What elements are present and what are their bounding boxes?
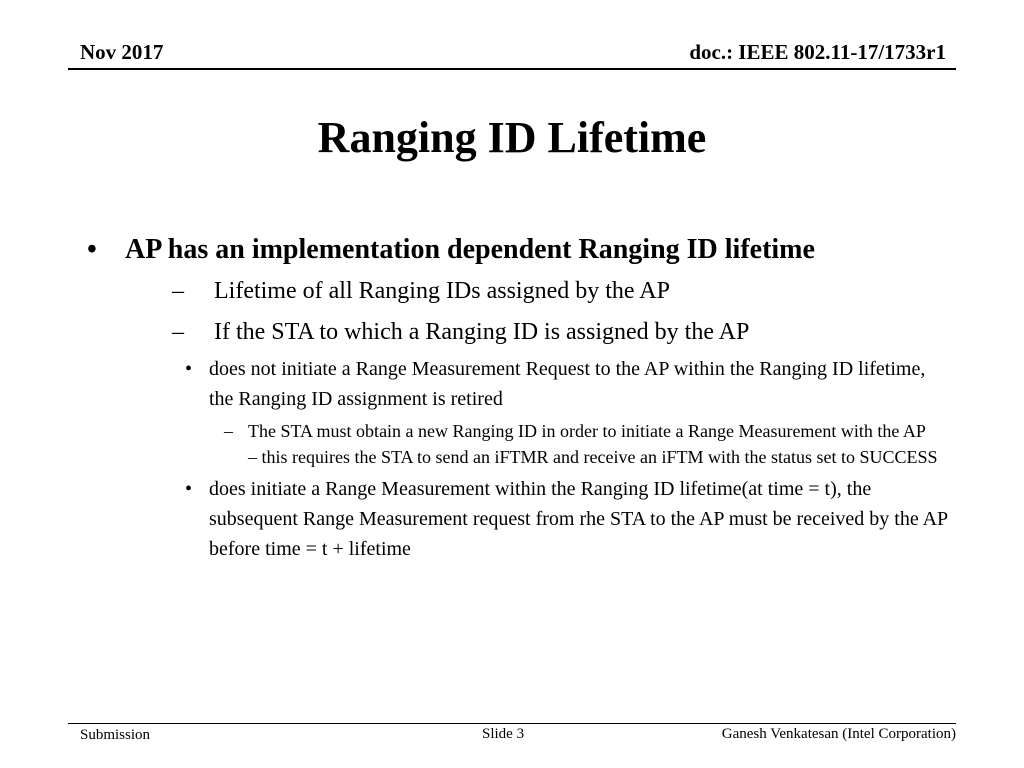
bullet-text: Lifetime of all Ranging IDs assigned by the AP bbox=[214, 278, 670, 304]
bullet-level3 bbox=[183, 354, 949, 414]
bullet-marker: • bbox=[185, 478, 193, 500]
bullet-text: If the STA to which a Ranging ID is assigned by the AP bbox=[214, 319, 750, 345]
bullet-text: does not initiate a Range Measurement Request to the AP within the Ranging ID lifetime, the Ranging ID assignment is retired bbox=[209, 358, 926, 410]
header-date: Nov 2017 bbox=[80, 40, 164, 64]
dash-marker: – bbox=[172, 278, 184, 304]
footer-submission: Submission bbox=[80, 727, 151, 743]
footer-divider bbox=[68, 723, 956, 724]
header-divider bbox=[68, 68, 956, 70]
bullet-marker: • bbox=[185, 358, 193, 380]
slide-title: Ranging ID Lifetime bbox=[317, 113, 707, 162]
slide-body bbox=[85, 230, 965, 564]
bullet-text: The STA must obtain a new Ranging ID in order to initiate a Range Measurement with the AP – this requires the STA to send an iFTMR and receive an iFTM with the status set to SUCCESS bbox=[248, 421, 938, 467]
bullet-level2 bbox=[170, 274, 965, 309]
footer-author: Ganesh Venkatesan (Intel Corporation) bbox=[721, 726, 956, 742]
bullet-text: does initiate a Range Measurement within the Ranging ID lifetime(at time = t), the subsequent Range Measurement request from rhe STA to the AP must be received by the AP before time = t + lifetime bbox=[209, 478, 948, 560]
bullet-marker: • bbox=[87, 234, 97, 265]
bullet-level4 bbox=[222, 418, 938, 470]
dash-marker: – bbox=[224, 421, 233, 441]
bullet-level1 bbox=[85, 230, 965, 270]
header-doc-id: doc.: IEEE 802.11-17/1733r1 bbox=[689, 40, 946, 64]
bullet-level3 bbox=[183, 474, 949, 564]
footer-slide-number: Slide 3 bbox=[482, 726, 525, 742]
bullet-level2 bbox=[170, 315, 965, 350]
bullet-text: AP has an implementation dependent Ranging ID lifetime bbox=[125, 234, 815, 265]
dash-marker: – bbox=[172, 319, 184, 345]
